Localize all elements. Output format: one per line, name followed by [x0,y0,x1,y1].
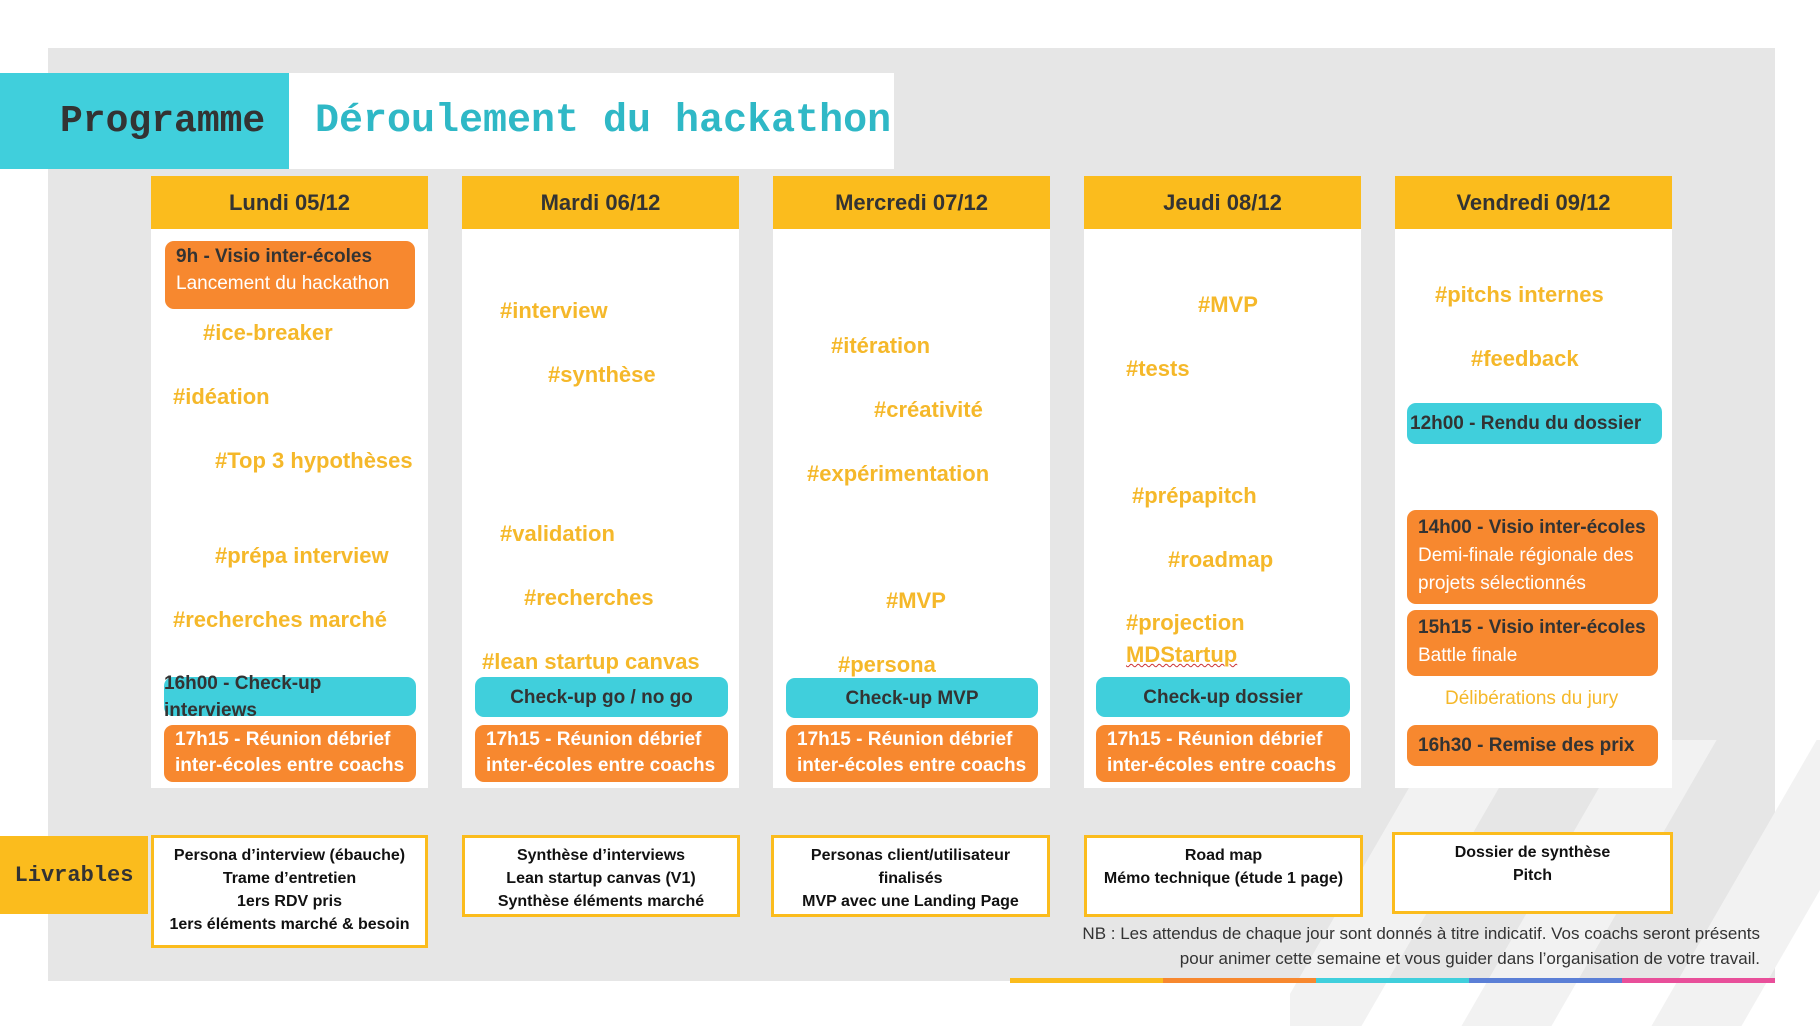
color-bar-yellow [1010,978,1163,983]
tag: #recherches marché [173,607,388,632]
day-column-jeudi [1084,176,1361,788]
tag: #MVP [1198,292,1258,317]
checkup-event: Check-up go / no go [475,677,728,717]
day-header: Mercredi 07/12 [773,176,1050,229]
meeting-event: 17h15 - Réunion débrief inter-écoles entre coachs [786,725,1038,782]
color-bar-pink [1622,978,1775,983]
page-title: Déroulement du hackathon [289,73,894,169]
visio-event: 15h15 - Visio inter-écoles Battle finale [1407,610,1658,676]
footnote: NB : Les attendus de chaque jour sont donnés à titre indicatif. Vos coachs seront présents pour animer cette semaine et vous guider dans l’organisation de votre travail. [1082,924,1760,968]
tag: #projection [1126,610,1245,635]
tag: #itération [831,333,931,358]
rendu-event: 12h00 - Rendu du dossier [1407,403,1662,444]
livrables-label: Livrables [0,836,148,914]
day-column-lundi [151,176,428,788]
livrable-box: Personas client/utilisateur finalisés MVP avec une Landing Page [771,835,1050,917]
checkup-event: Check-up dossier [1096,677,1350,717]
tag: MDStartup [1126,642,1238,667]
color-bar-blue [1469,978,1622,983]
checkup-event: Check-up MVP [786,678,1038,718]
day-header: Mardi 06/12 [462,176,739,229]
tag: #validation [500,521,615,546]
visio-event: 9h - Visio inter-écoles Lancement du hackathon [165,241,415,309]
tag: #ice-breaker [203,320,333,345]
tag: #feedback [1471,346,1579,371]
tag: #roadmap [1168,547,1274,572]
tag: #pitchs internes [1435,282,1604,307]
livrable-box: Road map Mémo technique (étude 1 page) [1084,835,1363,917]
meeting-event: 17h15 - Réunion débrief inter-écoles entre coachs [475,725,728,782]
color-bar-cyan [1316,978,1469,983]
livrable-box: Dossier de synthèse Pitch [1392,832,1673,914]
tag: #persona [838,652,936,677]
day-header: Vendredi 09/12 [1395,176,1672,229]
tag: #MVP [886,588,946,613]
day-column-mercredi [773,176,1050,788]
visio-event: 14h00 - Visio inter-écoles Demi-finale régionale des projets sélectionnés [1407,510,1658,604]
meeting-event: 17h15 - Réunion débrief inter-écoles entre coachs [164,725,416,782]
livrable-box: Synthèse d’interviews Lean startup canvas (V1) Synthèse éléments marché [462,835,740,917]
tag: #lean startup canvas [482,649,700,674]
tag: #interview [500,298,608,323]
tag: #synthèse [548,362,656,387]
header-tab: Programme [0,73,289,169]
checkup-event: 16h00 - Check-up interviews [164,677,416,716]
livrable-box: Persona d’interview (ébauche) Trame d’entretien 1ers RDV pris 1ers éléments marché & besoin [151,835,428,948]
tag: #expérimentation [807,461,990,486]
day-column-vendredi [1395,176,1672,788]
day-header: Lundi 05/12 [151,176,428,229]
tag: #idéation [173,384,270,409]
tag: #Top 3 hypothèses [215,448,413,473]
tag: #prépapitch [1132,483,1257,508]
day-header: Jeudi 08/12 [1084,176,1361,229]
tag: #créativité [874,397,983,422]
day-column-mardi [462,176,739,788]
prix-event: 16h30 - Remise des prix [1407,725,1658,766]
tag: #prépa interview [215,543,389,568]
deliberations-label: Délibérations du jury [1445,688,1619,709]
color-bar-orange [1163,978,1316,983]
tag: #recherches [524,585,654,610]
meeting-event: 17h15 - Réunion débrief inter-écoles entre coachs [1096,725,1350,782]
tag: #tests [1126,356,1190,381]
